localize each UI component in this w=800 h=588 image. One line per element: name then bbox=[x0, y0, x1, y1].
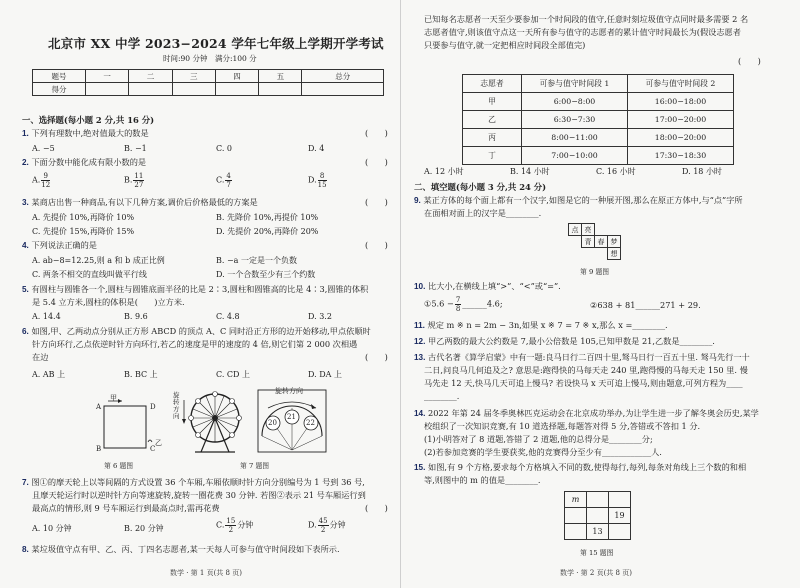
volunteer-name: 丙 bbox=[463, 129, 522, 147]
question-9-cont: 在面相对面上的汉字是________. bbox=[424, 208, 542, 218]
question-14: 14. 2022 年第 24 届冬季奥林匹克运动会在北京成功举办,为让学生进一步了解冬奥会历史,某学 bbox=[414, 408, 759, 418]
figure-7-ferris-wheel bbox=[175, 388, 255, 456]
score-header: 四 bbox=[215, 70, 258, 83]
page-2 bbox=[410, 0, 780, 588]
option: B. BC 上 bbox=[124, 370, 158, 379]
option: D. 先提价 20%,再降价 20% bbox=[216, 227, 319, 236]
option: B. 14 小时 bbox=[510, 167, 550, 176]
magic-square-grid bbox=[564, 491, 631, 540]
answer-paren[interactable]: ( ) bbox=[365, 503, 388, 513]
slot-1: 8:00−11:00 bbox=[522, 129, 628, 147]
fig7-vertical-label: 旋转方向 bbox=[173, 391, 180, 420]
score-header: 总分 bbox=[302, 70, 384, 83]
score-header: 二 bbox=[129, 70, 172, 83]
schedule-table bbox=[462, 74, 734, 165]
grid-cell bbox=[587, 508, 609, 524]
fig15-caption: 第 15 题图 bbox=[580, 549, 614, 557]
exam-title: 北京市 XX 中学 2023−2024 学年七年级上学期开学考试 bbox=[48, 36, 384, 51]
figure-7-detail bbox=[256, 388, 328, 454]
question-3: 3. 某商店出售一种商品,有以下几种方案,调价后价格最低的方案是 bbox=[22, 197, 258, 207]
option: A. AB 上 bbox=[32, 370, 66, 379]
page-footer: 数学 · 第 1 页(共 8 页) bbox=[170, 569, 242, 577]
option: C. CD 上 bbox=[216, 370, 250, 379]
q8-intro: 已知每名志愿者一天至少要参加一个时间段的值守,任意时刻垃圾值守点同时最多需要 2 名 bbox=[424, 14, 749, 24]
option: C. 先提价 15%,再降价 15% bbox=[32, 227, 135, 236]
question-15-cont: 等,则图中的 m 的值是________. bbox=[424, 475, 541, 485]
option: A. 12 小时 bbox=[424, 167, 464, 176]
slot-2: 18:00−20:00 bbox=[628, 129, 734, 147]
schedule-header: 志愿者 bbox=[463, 75, 522, 93]
option: C. $\frac{15}{2}$ 分钟 bbox=[216, 517, 254, 534]
score-row-label: 得分 bbox=[33, 83, 86, 96]
option: A. 10 分钟 bbox=[32, 524, 72, 533]
slot-2: 17:30−18:30 bbox=[628, 147, 734, 165]
slot-2: 17:00−20:00 bbox=[628, 111, 734, 129]
exam-subtitle: 时间:90 分钟 满分:100 分 bbox=[163, 54, 257, 63]
score-cell[interactable] bbox=[86, 83, 129, 96]
schedule-row bbox=[463, 147, 734, 165]
question-7: 7. 图①的摩天轮上以等间隔的方式设置 36 个车厢,车厢依顺时针方向分别编号为 1 号到 36 号, bbox=[22, 477, 365, 487]
q8-intro: 只要参与值守,就一定把相应时间段全部值完) bbox=[424, 40, 586, 50]
option: B. −a 一定是一个负数 bbox=[216, 256, 297, 265]
fig6-label-yi: 乙 bbox=[155, 439, 162, 447]
question-12: 12. 甲乙两数的最大公约数是 7,最小公倍数是 105,已知甲数是 21,乙数是________. bbox=[414, 336, 715, 346]
option: D. 一个合数至少有三个约数 bbox=[216, 270, 316, 279]
grid-cell: 19 bbox=[609, 508, 631, 524]
fig6-label-C: C bbox=[150, 445, 156, 453]
section-fill-heading: 二、填空题(每小题 3 分,共 24 分) bbox=[414, 182, 547, 192]
cube-cell: 点 bbox=[569, 224, 582, 236]
page-divider bbox=[400, 0, 401, 588]
slot-1: 6:30−7:30 bbox=[522, 111, 628, 129]
fig6-label-B: B bbox=[96, 445, 102, 453]
cube-cell: 亮 bbox=[582, 224, 595, 236]
score-cell[interactable] bbox=[129, 83, 172, 96]
volunteer-name: 丁 bbox=[463, 147, 522, 165]
question-8: 8. 某垃圾值守点有甲、乙、丙、丁四名志愿者,某一天每人可参与值守时间段如下表所示. bbox=[22, 544, 340, 554]
slot-1: 7:00−10:00 bbox=[522, 147, 628, 165]
question-13-cont: 二日,问良马几何追及之? 意思是:跑得快的马每天走 240 里,跑得慢的马每天走 150 里. 慢 bbox=[424, 365, 748, 375]
fig6-label-A: A bbox=[96, 403, 102, 411]
cube-cell: 春 bbox=[595, 236, 608, 248]
grid-cell bbox=[609, 492, 631, 508]
question-13: 13. 古代名著《算学启蒙》中有一题:良马日行二百四十里,驽马日行一百五十里. 驽马先行一十 bbox=[414, 352, 750, 362]
grid-cell bbox=[565, 508, 587, 524]
question-6-cont: 在边 bbox=[32, 352, 49, 362]
option: B. $\frac{11}{27}$ bbox=[124, 172, 144, 189]
question-7-cont: 且摩天轮运行时以逆时针方向等速旋转,旋转一圈花费 30 分钟. 若图②表示 21 号车厢运行到 bbox=[32, 490, 366, 500]
grid-cell: m bbox=[565, 492, 587, 508]
question-13-cont: ________. bbox=[424, 391, 460, 401]
question-4: 4. 下列说法正确的是 bbox=[22, 240, 97, 250]
option: D. DA 上 bbox=[308, 370, 342, 379]
option: C. 16 小时 bbox=[596, 167, 636, 176]
question-14-part1: (1)小明答对了 8 道题,答错了 2 道题,他的总得分是________分; bbox=[424, 434, 653, 444]
option: D. 3.2 bbox=[308, 312, 332, 321]
cube-cell: 想 bbox=[608, 248, 621, 260]
score-cell[interactable] bbox=[259, 83, 302, 96]
option: C. 4.8 bbox=[216, 312, 240, 321]
answer-paren[interactable]: ( ) bbox=[365, 128, 388, 138]
volunteer-name: 甲 bbox=[463, 93, 522, 111]
fig7-rotation-label: 旋转方向 bbox=[275, 387, 303, 395]
question-10: 10. 比大小,在横线上填“>”、“<”或“=”. bbox=[414, 281, 561, 291]
question-5-cont: 是 5.4 立方米,圆柱的体积是( )立方米. bbox=[32, 297, 185, 307]
q8-intro: 志愿者值守,则该值守点这一天所有参与值守的志愿者的累计值守时间最长为(假设志愿者 bbox=[424, 27, 741, 37]
cube-cell: 青 bbox=[582, 236, 595, 248]
answer-paren[interactable]: ( ) bbox=[365, 352, 388, 362]
section-choice-heading: 一、选择题(每小题 2 分,共 16 分) bbox=[22, 115, 155, 125]
schedule-row bbox=[463, 93, 734, 111]
option: B. 20 分钟 bbox=[124, 524, 164, 533]
question-11: 11. 规定 m ※ n = 2m − 3n,如果 x ※ 7 = 7 ※ x,那么 x =________. bbox=[414, 320, 668, 330]
grid-cell: 13 bbox=[587, 524, 609, 540]
option: C. 两条不相交的直线叫做平行线 bbox=[32, 270, 147, 279]
question-6-cont: 针方向环行,乙点依逆时针方向环行,若乙的速度是甲的速度的 4 倍,则它们第 2 000 次相遇 bbox=[32, 339, 358, 349]
question-1: 1. 下列有理数中,绝对值最大的数是 bbox=[22, 128, 149, 138]
score-header: 一 bbox=[86, 70, 129, 83]
schedule-row bbox=[463, 111, 734, 129]
option: C. 0 bbox=[216, 144, 233, 153]
score-cell[interactable] bbox=[215, 83, 258, 96]
option: D. $\frac{8}{15}$ bbox=[308, 172, 327, 189]
cube-net bbox=[568, 223, 621, 260]
schedule-header: 可参与值守时间段 2 bbox=[628, 75, 734, 93]
question-5: 5. 有圆柱与圆锥各一个,圆柱与圆锥底面半径的比是 2∶3,圆柱和圆锥高的比是 4∶3,圆锥的体积 bbox=[22, 284, 369, 294]
fig6-caption: 第 6 题图 bbox=[104, 462, 134, 470]
schedule-row bbox=[463, 129, 734, 147]
option: A. 先提价 10%,再降价 10% bbox=[32, 213, 135, 222]
question-6: 6. 如图,甲、乙两动点分别从正方形 ABCD 的顶点 A、C 同时沿正方形的边开始移动,甲点依顺时 bbox=[22, 326, 371, 336]
grid-cell bbox=[609, 524, 631, 540]
score-header: 题号 bbox=[33, 70, 86, 83]
option: A. ab−8=12.25,则 a 和 b 成正比例 bbox=[32, 256, 165, 265]
answer-paren[interactable]: ( ) bbox=[365, 157, 388, 167]
fig7-caption: 第 7 题图 bbox=[240, 462, 270, 470]
page-1 bbox=[20, 0, 398, 588]
fig7-car: 21 bbox=[287, 413, 296, 421]
question-7-cont: 最高点的情形,则 9 号车厢运行到最高点时,需再花费 bbox=[32, 503, 220, 513]
option: A. 14.4 bbox=[32, 312, 61, 321]
grid-cell bbox=[587, 492, 609, 508]
option: D. $\frac{45}{2}$ 分钟 bbox=[308, 517, 346, 534]
option: C. $\frac{4}{7}$ bbox=[216, 172, 231, 189]
answer-paren[interactable]: ( ) bbox=[738, 56, 761, 66]
question-9: 9. 某正方体的每个面上都有一个汉字,如图是它的一种展开图,那么在原正方体中,与“点”字所 bbox=[414, 195, 743, 205]
slot-1: 6:00−8:00 bbox=[522, 93, 628, 111]
fig7-car: 22 bbox=[306, 419, 315, 427]
volunteer-name: 乙 bbox=[463, 111, 522, 129]
schedule-header: 可参与值守时间段 1 bbox=[522, 75, 628, 93]
score-table bbox=[32, 69, 384, 96]
question-10-part1: ①5.6 − $\frac{7}{8}$ ______4.6; bbox=[424, 296, 503, 313]
option: B. −1 bbox=[124, 144, 147, 153]
question-14-part2: (2)若参加竞赛的学生要获奖,他的竞赛得分至少有____________人. bbox=[424, 447, 662, 457]
option: D. 18 小时 bbox=[682, 167, 722, 176]
question-2: 2. 下面分数中能化成有限小数的是 bbox=[22, 157, 147, 167]
fig7-car: 20 bbox=[268, 419, 277, 427]
option: D. 4 bbox=[308, 144, 325, 153]
question-14-cont: 校组织了一次知识竞赛,有 10 道选择题,每题答对得 5 分,答错或不答扣 1 分. bbox=[424, 421, 701, 431]
score-header: 五 bbox=[259, 70, 302, 83]
figure-6-square bbox=[90, 392, 180, 454]
fig6-label-D: D bbox=[150, 403, 156, 411]
grid-cell bbox=[565, 524, 587, 540]
score-header: 三 bbox=[172, 70, 215, 83]
option: A. $\frac{9}{12}$ bbox=[32, 172, 51, 189]
fig9-caption: 第 9 题图 bbox=[580, 268, 610, 276]
option: B. 9.6 bbox=[124, 312, 148, 321]
score-cell[interactable] bbox=[302, 83, 384, 96]
cube-cell: 梦 bbox=[608, 236, 621, 248]
option: B. 先降价 10%,再提价 10% bbox=[216, 213, 319, 222]
score-cell[interactable] bbox=[172, 83, 215, 96]
fig6-label-jia: 甲 bbox=[110, 394, 117, 402]
question-15: 15. 如图,有 9 个方格,要求每个方格填入不同的数,使得每行,每列,每条对角线上三个数的和相 bbox=[414, 462, 747, 472]
page-footer: 数学 · 第 2 页(共 8 页) bbox=[560, 569, 632, 577]
option: A. −5 bbox=[32, 144, 55, 153]
question-10-part2: ②638 + 81______271 + 29. bbox=[590, 300, 701, 310]
answer-paren[interactable]: ( ) bbox=[365, 197, 388, 207]
slot-2: 16:00−18:00 bbox=[628, 93, 734, 111]
question-13-cont: 马先走 12 天,快马几天可追上慢马? 若设快马 x 天可追上慢马,则由题意,可列方程为____ bbox=[424, 378, 743, 388]
answer-paren[interactable]: ( ) bbox=[365, 240, 388, 250]
